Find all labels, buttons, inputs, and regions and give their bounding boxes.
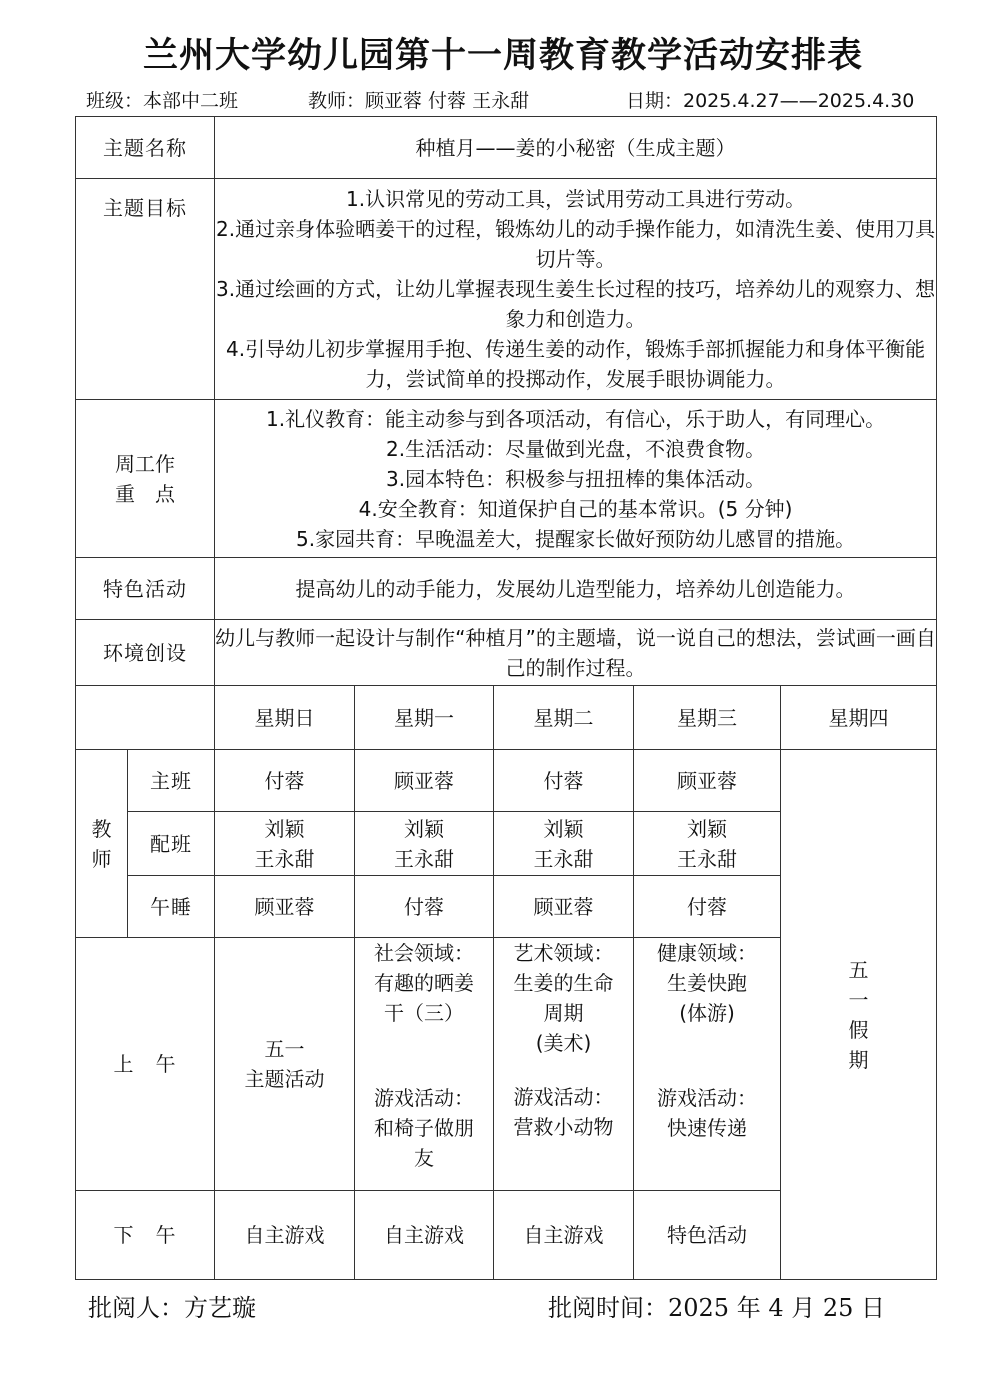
goal-item: 4.引导幼儿初步掌握用手抱、传递生姜的动作，锻炼手部抓握能力和身体平衡能力，尝试简单的投掷动作，发展手眼协调能力。 xyxy=(225,337,926,391)
morning-wednesday xyxy=(634,938,781,1191)
main-teacher-monday: 顾亚蓉 xyxy=(355,750,494,812)
environment-value: 幼儿与教师一起设计与制作“种植月”的主题墙，说一说自己的想法，尝试画一画自己的制作过程。 xyxy=(215,620,937,686)
afternoon-label: 下 午 xyxy=(76,1191,215,1280)
teacher-label xyxy=(76,750,128,938)
nap-teacher-wednesday: 付蓉 xyxy=(634,876,781,938)
role-label-nap: 午睡 xyxy=(128,876,215,938)
morning-tuesday-lesson: 艺术领域： 生姜的生命 周期 (美术) xyxy=(513,941,614,1055)
day-tuesday: 星期二 xyxy=(494,686,634,750)
morning-wednesday-lesson: 健康领域： 生姜快跑 (体游) xyxy=(657,941,757,1025)
goals-content xyxy=(215,179,937,400)
morning-monday-game: 游戏活动： 和椅子做朋 友 xyxy=(374,1086,474,1170)
nap-teacher-sunday: 顾亚蓉 xyxy=(215,876,355,938)
schedule-table xyxy=(75,116,937,1280)
role-label-main: 主班 xyxy=(128,750,215,812)
review-time xyxy=(548,1288,885,1323)
feature-label: 特色活动 xyxy=(76,558,215,620)
environment-label: 环境创设 xyxy=(76,620,215,686)
goal-item: 1.认识常见的劳动工具，尝试用劳动工具进行劳动。 xyxy=(345,187,806,211)
holiday-char: 假 xyxy=(848,1017,869,1042)
assist-teacher-wednesday: 刘颖 王永甜 xyxy=(634,812,781,876)
holiday-char: 五 xyxy=(848,957,869,982)
morning-sunday: 五一 主题活动 xyxy=(215,938,355,1191)
goals-label: 主题目标 xyxy=(76,179,215,400)
corner-cell xyxy=(76,686,215,750)
focus-item: 1.礼仪教育：能主动参与到各项活动，有信心，乐于助人，有同理心。 xyxy=(265,406,886,431)
holiday-char: 一 xyxy=(848,987,869,1012)
reviewer: 批阅人：方艺璇 xyxy=(88,1294,256,1322)
afternoon-tuesday: 自主游戏 xyxy=(494,1191,634,1280)
morning-monday-lesson: 社会领域： 有趣的晒姜 干（三） xyxy=(374,941,474,1025)
assist-teacher-tuesday: 刘颖 王永甜 xyxy=(494,812,634,876)
days-row xyxy=(76,686,937,750)
focus-label-line2: 重 点 xyxy=(115,481,175,506)
focus-item: 5.家园共育：早晚温差大，提醒家长做好预防幼儿感冒的措施。 xyxy=(295,526,856,551)
teacher-label-bottom: 师 xyxy=(91,846,112,871)
focus-row xyxy=(76,400,937,558)
main-teacher-tuesday: 付蓉 xyxy=(494,750,634,812)
date-info: 日期：2025.4.27——2025.4.30 xyxy=(626,90,915,112)
afternoon-monday: 自主游戏 xyxy=(355,1191,494,1280)
morning-tuesday-game: 游戏活动： 营救小动物 xyxy=(513,1085,614,1139)
afternoon-wednesday: 特色活动 xyxy=(634,1191,781,1280)
teacher-main-row xyxy=(76,750,937,812)
teacher-label-top: 教 xyxy=(91,816,112,841)
morning-label: 上 午 xyxy=(76,938,215,1191)
main-teacher-sunday: 付蓉 xyxy=(215,750,355,812)
page-title: 兰州大学幼儿园第十一周教育教学活动安排表 xyxy=(142,36,863,76)
assist-teacher-sunday: 刘颖 王永甜 xyxy=(215,812,355,876)
teachers-info: 教师：顾亚蓉 付蓉 王永甜 xyxy=(308,90,530,112)
day-wednesday: 星期三 xyxy=(634,686,781,750)
assist-teacher-monday: 刘颖 王永甜 xyxy=(355,812,494,876)
morning-wednesday-game: 游戏活动： 快速传递 xyxy=(657,1086,757,1140)
focus-item: 2.生活活动：尽量做到光盘，不浪费食物。 xyxy=(385,436,766,461)
focus-label-line1: 周工作 xyxy=(115,451,175,476)
goal-item: 2.通过亲身体验晒姜干的过程，锻炼幼儿的动手操作能力，如清洗生姜、使用刀具切片等。 xyxy=(215,217,936,271)
theme-row xyxy=(76,117,937,179)
main-teacher-wednesday: 顾亚蓉 xyxy=(634,750,781,812)
focus-label xyxy=(76,400,215,558)
day-thursday: 星期四 xyxy=(781,686,937,750)
theme-label: 主题名称 xyxy=(76,117,215,179)
afternoon-sunday: 自主游戏 xyxy=(215,1191,355,1280)
feature-value: 提高幼儿的动手能力，发展幼儿造型能力，培养幼儿创造能力。 xyxy=(215,558,937,620)
holiday-cell xyxy=(781,750,937,1280)
day-monday: 星期一 xyxy=(355,686,494,750)
goal-item: 3.通过绘画的方式，让幼儿掌握表现生姜生长过程的技巧，培养幼儿的观察力、想象力和创造力。 xyxy=(215,277,936,331)
theme-value: 种植月——姜的小秘密（生成主题） xyxy=(215,117,937,179)
day-sunday: 星期日 xyxy=(215,686,355,750)
focus-item: 4.安全教育：知道保护自己的基本常识。(5 分钟) xyxy=(358,496,793,521)
header-info xyxy=(86,86,966,118)
holiday-char: 期 xyxy=(848,1047,869,1072)
morning-monday xyxy=(355,938,494,1191)
role-label-assist: 配班 xyxy=(128,812,215,876)
focus-item: 3.园本特色：积极参与扭扭棒的集体活动。 xyxy=(385,466,766,491)
nap-teacher-tuesday: 顾亚蓉 xyxy=(494,876,634,938)
class-info: 班级：本部中二班 xyxy=(86,90,239,112)
environment-row xyxy=(76,620,937,686)
nap-teacher-monday: 付蓉 xyxy=(355,876,494,938)
morning-tuesday xyxy=(494,938,634,1191)
focus-content xyxy=(215,400,937,558)
feature-row xyxy=(76,558,937,620)
review-time-label: 批阅时间： xyxy=(548,1294,668,1322)
review-time-value: 2025 年 4 月 25 日 xyxy=(668,1294,886,1322)
goals-row xyxy=(76,179,937,400)
